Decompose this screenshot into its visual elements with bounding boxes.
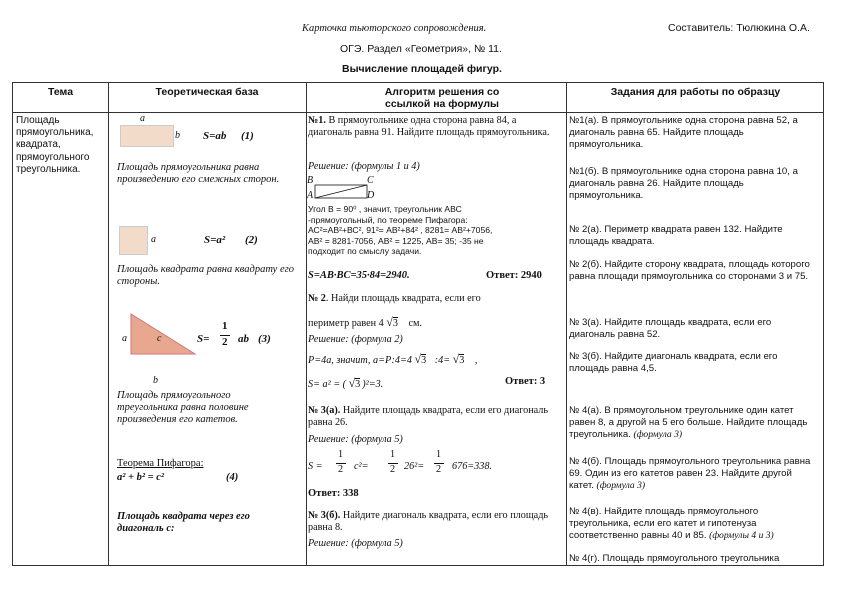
pythagoras-title: Теорема Пифагора: (117, 458, 204, 469)
pythagoras-num: (4) (226, 472, 239, 483)
problem2-number: № 2 (308, 293, 326, 304)
rectangle-diagram (314, 184, 368, 199)
task-3a: № 3(а). Найдите площадь квадрата, если его диагональ равна 52. (569, 317, 772, 341)
frac-den: 2 (338, 464, 344, 475)
problem1-solution-label: Решение: (формулы 1 и 4) (308, 161, 420, 172)
sqrt-value: 3 (421, 355, 427, 366)
pythagoras-formula: a² + b² = c² (117, 472, 165, 483)
problem2-s: S= a² = ( (308, 379, 347, 390)
vertex-c: C (367, 175, 374, 186)
sqrt-value: 3 (392, 318, 398, 329)
frac-num: 1 (390, 449, 396, 460)
problem2-text2: периметр равен 4 (308, 318, 384, 329)
vertex-d: D (367, 190, 375, 201)
task-4v-text: № 4(в). Найдите площадь прямоугольного треугольника, если его катет и гипотенуза соответственно равны 40 и 85. (569, 506, 759, 542)
formula-676: 676=338. (452, 461, 492, 472)
vertex-b: B (307, 175, 314, 186)
sqrt-sign: √ (386, 315, 393, 329)
problem3a-answer: Ответ: 338 (308, 488, 359, 499)
task-4b-text: № 4(б). Площадь прямоугольного треугольника равна 69. Один из его катетов равен 23. Найдите другой катет. (569, 456, 811, 492)
problem1-final: S=AB·BC=35·84=2940. (308, 270, 410, 281)
col-divider (306, 83, 307, 565)
problem2-solution-label: Решение: (формула 2) (308, 334, 403, 345)
problem3b-statement (308, 510, 554, 534)
col-header-topic: Тема (47, 86, 74, 98)
task-4v-formula: (формулы 4 и 3) (709, 530, 774, 542)
triangle-frac-num: 1 (222, 320, 228, 332)
problem2-comma: , (474, 355, 478, 366)
formula-262: 26²= (404, 461, 425, 472)
task-4b (569, 456, 819, 493)
sqrt-sign: √ (452, 352, 460, 366)
square-figure (119, 226, 148, 255)
sqrt-sign: √ (414, 352, 422, 366)
problem2-end: )²=3. (362, 379, 384, 390)
solution-line: -прямоугольный, по теореме Пифагора: (308, 214, 468, 225)
triangle-side-b: b (153, 375, 158, 386)
task-4g: № 4(г). Площадь прямоугольного треугольника (569, 553, 780, 564)
problem3a-formula (308, 449, 558, 479)
problem2-line (308, 352, 477, 367)
problem2-expr: Р=4а, значит, а=Р:4=4 (308, 355, 412, 366)
problem2-area (308, 376, 383, 391)
task-4a-formula: (формула 3) (633, 429, 683, 441)
solution-line: АВ² = 8281-7056, АВ² = 1225, АВ= 35; -35 не (308, 235, 484, 246)
sqrt-value: 3 (459, 355, 465, 366)
rect-formula: S=ab (203, 130, 227, 142)
rect-side-a: a (140, 113, 145, 124)
square-formula-num: (2) (245, 234, 258, 246)
triangle-formula-s: S= (197, 333, 210, 345)
task-1b: №1(б). В прямоугольнике одна сторона равна 10, а диагональ равна 26. Найдите площадь прямоугольника. (569, 166, 798, 202)
col-header-algorithm: Алгоритм решения со ссылкой на формулы (384, 86, 500, 110)
task-2a: № 2(а). Периметр квадрата равен 132. Найдите площадь квадрата. (569, 224, 783, 248)
right-triangle-figure (128, 312, 198, 356)
section-title: ОГЭ. Раздел «Геометрия», № 11. (340, 43, 502, 55)
formula-c2: c²= (354, 461, 369, 472)
problem3a-number: № 3(а). (308, 405, 341, 416)
problem3b-number: № 3(б). (308, 510, 341, 521)
triangle-side-c: c (157, 333, 162, 344)
task-4b-formula: (формула 3) (596, 480, 646, 492)
triangle-side-a: a (122, 333, 127, 344)
solution-line: Угол В = 90⁰ , значит, треугольник АВС (308, 204, 462, 214)
problem2-statement (308, 293, 481, 304)
topic-text: Площадь прямоугольника, квадрата, прямоугольного треугольника. (16, 115, 94, 175)
header-divider (13, 112, 823, 113)
problem3a-statement (308, 405, 554, 429)
rectangle-figure (120, 125, 174, 147)
task-4a (569, 405, 819, 442)
problem3a-text: Найдите площадь квадрата, если его диагональ равна 26. (308, 405, 549, 429)
sqrt-value: 3 (355, 379, 361, 390)
frac-den: 2 (390, 464, 396, 475)
author: Составитель: Тюлюкина О.А. (668, 22, 810, 34)
rect-side-b: b (175, 130, 180, 141)
task-3b: № 3(б). Найдите диагональ квадрата, если его площадь равна 4,5. (569, 351, 778, 375)
vertex-a: A (307, 190, 314, 201)
problem2-mid: :4= (434, 355, 451, 366)
problem1-number: №1. (308, 115, 326, 126)
solution-line: подходит по смыслу задачи. (308, 246, 422, 257)
triangle-formula-num: (3) (258, 333, 271, 345)
problem2-text: . Найди площадь квадрата, если его (325, 293, 481, 304)
task-2b: № 2(б). Найдите сторону квадрата, площадь которого равна площади прямоугольника со сторонами 3 и 75. (569, 259, 810, 283)
frac-num: 1 (338, 449, 344, 460)
col-divider (566, 83, 567, 565)
problem2-unit: см. (408, 318, 422, 329)
problem3b-solution-label: Решение: (формула 5) (308, 538, 403, 549)
sqrt-sign: √ (348, 376, 356, 390)
problem1-text: В прямоугольнике одна сторона равна 84, а диагональ равна 91. Найдите площадь прямоугольника. (308, 115, 550, 139)
task-4v (569, 506, 819, 543)
triangle-rule: Площадь прямоугольного треугольника равна половине произведения его катетов. (117, 390, 249, 426)
col-header-theory: Теоретическая база (155, 86, 259, 98)
diagonal-rule: Площадь квадрата через его диагональ с: (117, 511, 250, 535)
frac-den: 2 (436, 464, 442, 475)
triangle-frac-den: 2 (222, 336, 228, 348)
task-1a: №1(а). В прямоугольнике одна сторона равна 52, а диагональ равна 65. Найдите площадь прямоугольника. (569, 115, 798, 151)
rect-formula-num: (1) (241, 130, 254, 142)
formula-s: S = (308, 461, 323, 472)
col-divider (108, 83, 109, 565)
problem1-answer: Ответ: 2940 (486, 270, 542, 281)
topic-title: Вычисление площадей фигур. (342, 63, 502, 75)
problem1-statement (308, 115, 556, 139)
triangle-formula: ab (238, 333, 249, 345)
card-title: Карточка тьюторского сопровождения. (302, 23, 487, 34)
problem1-solution (308, 204, 558, 257)
frac-num: 1 (436, 449, 442, 460)
square-side-a: a (151, 234, 156, 245)
square-formula: S=a² (204, 234, 226, 246)
problem3b-text: Найдите диагональ квадрата, если его площадь равна 8. (308, 510, 549, 534)
rect-rule: Площадь прямоугольника равна произведению его смежных сторон. (117, 162, 280, 186)
problem2-answer: Ответ: 3 (505, 376, 546, 387)
problem3a-solution-label: Решение: (формула 5) (308, 434, 403, 445)
task-4a-text: № 4(а). В прямоугольном треугольнике один катет равен 8, а другой на 5 его больше. Найдите площадь треугольника. (569, 405, 808, 441)
problem2-perimeter (308, 315, 422, 330)
solution-line: АС²=АВ²+ВС², 91²= АВ²+84² , 8281= АВ²+7056, (308, 225, 493, 236)
square-rule: Площадь квадрата равна квадрату его стороны. (117, 264, 294, 288)
col-header-tasks: Задания для работы по образцу (610, 86, 781, 98)
